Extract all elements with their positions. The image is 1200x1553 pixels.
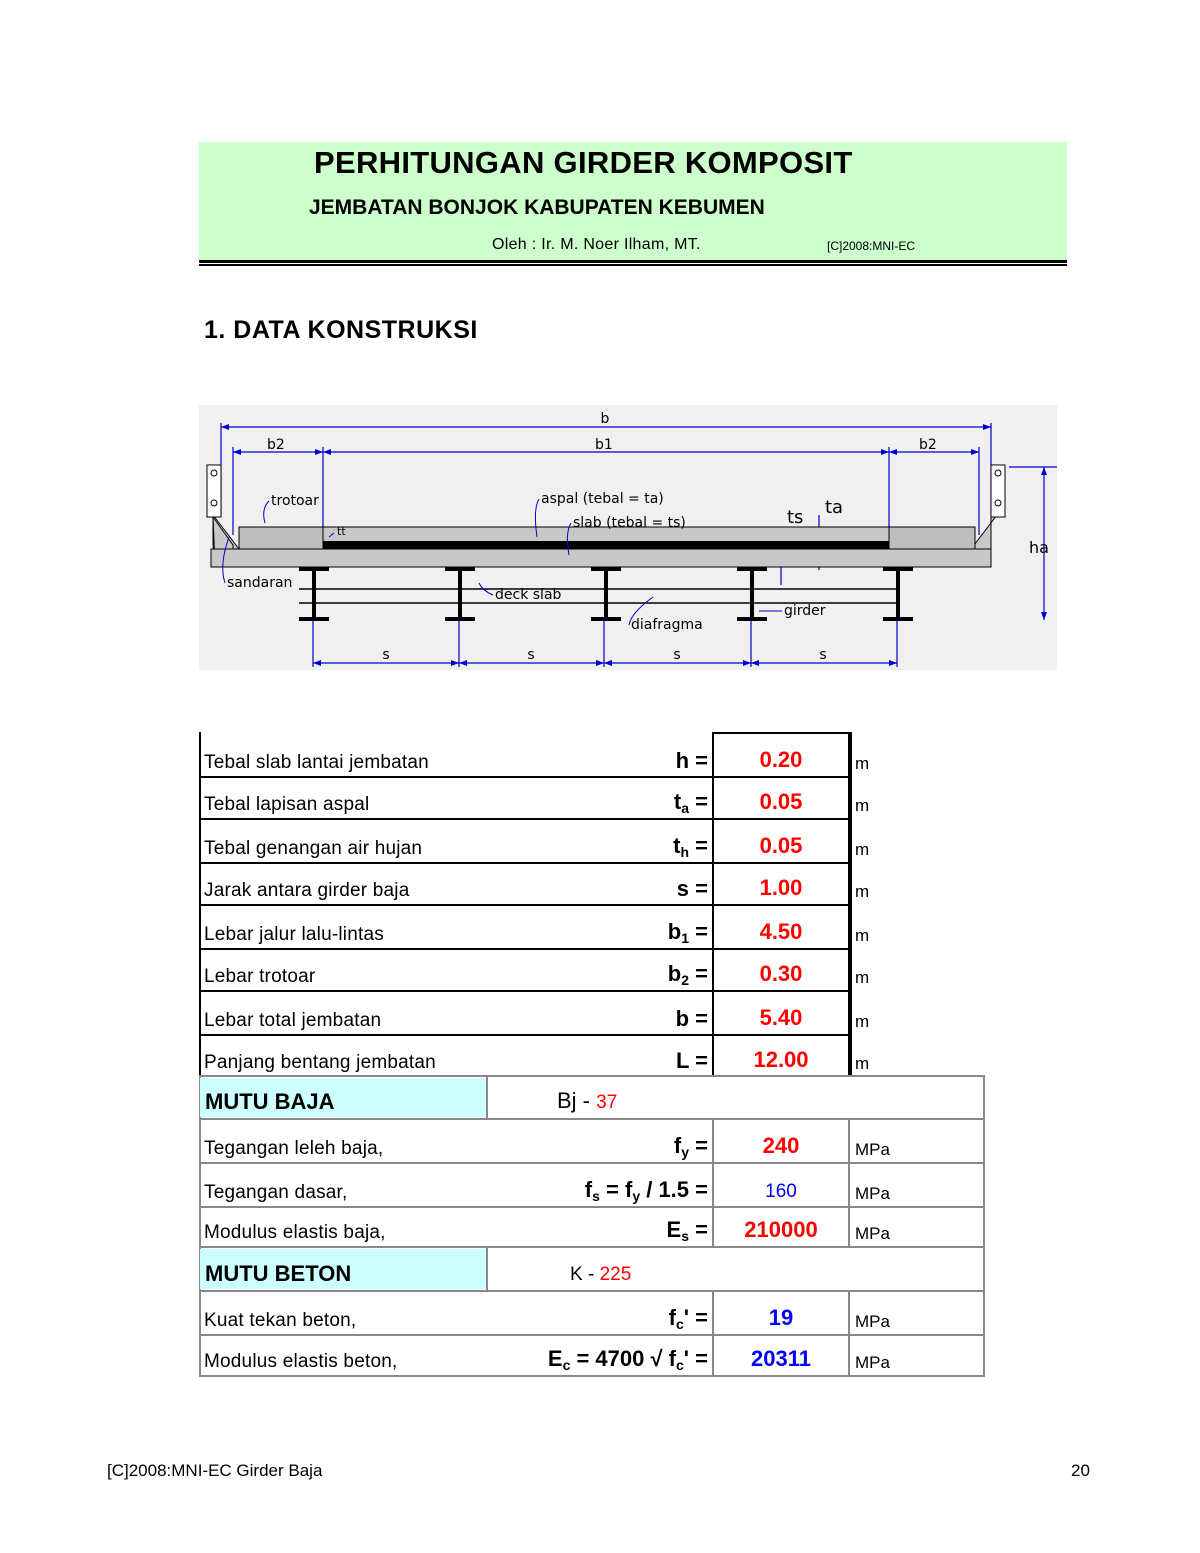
row-unit: m <box>855 1054 870 1073</box>
block-border <box>199 1375 985 1377</box>
row-unit: m <box>855 968 870 987</box>
row-symbol: $t_h$ = <box>673 833 708 860</box>
header-rule <box>199 264 1067 266</box>
row-value: 5.40 <box>759 1005 803 1030</box>
mutu-baja-title: MUTU BAJA <box>205 1089 335 1114</box>
row-label: Lebar jalur lalu-lintas <box>204 924 384 945</box>
doc-author: Oleh : Ir. M. Noer Ilham, MT. <box>492 236 701 253</box>
table-row <box>199 1336 983 1375</box>
row-symbol: $t_a$ = <box>673 789 708 816</box>
table-row <box>199 732 983 776</box>
row-unit: MPa <box>855 1312 890 1331</box>
table-row <box>199 992 983 1034</box>
table-row <box>199 1292 983 1334</box>
row-symbol: $b_1$ = <box>667 919 708 946</box>
row-label: Tebal genangan air hujan <box>204 838 423 859</box>
row-label: Lebar total jembatan <box>204 1010 382 1031</box>
row-value: 160 <box>765 1181 797 1202</box>
row-unit: m <box>855 882 870 901</box>
label-aspal: aspal (tebal = ta) <box>541 491 664 507</box>
label-b2-right: b2 <box>919 437 937 453</box>
row-unit: m <box>855 796 870 815</box>
table-row <box>199 1120 983 1162</box>
label-s: s <box>673 647 681 663</box>
row-value: 1.00 <box>759 875 803 900</box>
row-unit: m <box>855 840 870 859</box>
row-unit: MPa <box>855 1184 890 1203</box>
row-label: Panjang bentang jembatan <box>204 1052 436 1073</box>
mutu-baja-grade: Bj - 37 <box>557 1088 618 1113</box>
label-sandaran: sandaran <box>227 575 293 591</box>
label-deck-slab: deck slab <box>495 587 562 603</box>
row-label: Tegangan dasar, <box>204 1182 348 1203</box>
label-ta: ta <box>825 497 844 518</box>
page-number: 20 <box>1071 1461 1090 1480</box>
row-value: 0.05 <box>759 789 803 814</box>
row-symbol: $E_c = 4700$ √ $f_c'$ = <box>547 1346 708 1373</box>
row-label: Modulus elastis baja, <box>204 1222 386 1243</box>
row-value: 210000 <box>744 1217 818 1242</box>
row-label: Jarak antara girder baja <box>204 880 410 901</box>
row-symbol: $b_2$ = <box>667 961 708 988</box>
label-b: b <box>600 411 610 427</box>
table-row <box>199 864 983 904</box>
label-ha: ha <box>1029 538 1049 557</box>
table-row <box>199 1208 983 1246</box>
label-tt: tt <box>337 525 346 538</box>
label-ts: ts <box>787 507 804 528</box>
row-value: 0.05 <box>759 833 803 858</box>
row-symbol: $E_s$ = <box>666 1217 708 1244</box>
label-b1: b1 <box>595 437 613 453</box>
row-symbol: s = <box>676 876 708 901</box>
label-diafragma: diafragma <box>631 617 703 633</box>
doc-title: PERHITUNGAN GIRDER KOMPOSIT <box>314 145 853 180</box>
table-row <box>199 1164 983 1206</box>
row-label: Modulus elastis beton, <box>204 1351 398 1372</box>
doc-code: [C]2008:MNI-EC <box>827 239 916 253</box>
row-value: 0.20 <box>759 747 803 772</box>
row-value: 0.30 <box>759 961 803 986</box>
row-symbol: $f_s = f_y / 1.5$ = <box>584 1177 708 1204</box>
block-border <box>983 1075 985 1377</box>
label-b2-left: b2 <box>267 437 285 453</box>
doc-subtitle: JEMBATAN BONJOK KABUPATEN KEBUMEN <box>309 196 765 219</box>
row-value: 12.00 <box>753 1047 809 1072</box>
bridge-cross-section-diagram <box>199 405 1057 670</box>
row-unit: m <box>855 754 870 773</box>
row-symbol: b = <box>675 1006 708 1031</box>
mutu-beton-grade: K - 225 <box>570 1264 632 1285</box>
table-row <box>199 820 983 862</box>
row-symbol: L = <box>675 1048 708 1073</box>
row-unit: MPa <box>855 1353 890 1372</box>
row-symbol: h = <box>675 748 708 773</box>
label-s: s <box>819 647 827 663</box>
mutu-baja-header <box>199 1077 983 1118</box>
table-row <box>199 778 983 818</box>
mutu-beton-header <box>199 1248 983 1290</box>
label-s: s <box>527 647 535 663</box>
row-value: 19 <box>768 1305 794 1330</box>
table-row <box>199 1036 983 1076</box>
row-value: 240 <box>762 1133 800 1158</box>
row-symbol: $f_y$ = <box>673 1133 708 1160</box>
row-label: Tebal slab lantai jembatan <box>204 752 429 773</box>
row-unit: m <box>855 1012 870 1031</box>
footer-text: [C]2008:MNI-EC Girder Baja <box>107 1461 323 1480</box>
row-label: Lebar trotoar <box>204 966 316 987</box>
header-rule <box>199 260 1067 263</box>
row-value: 4.50 <box>759 919 803 944</box>
section-title: 1. DATA KONSTRUKSI <box>204 316 478 344</box>
row-unit: MPa <box>855 1140 890 1159</box>
row-value: 20311 <box>751 1346 811 1371</box>
row-symbol: $f_c'$ = <box>668 1305 708 1332</box>
row-label: Kuat tekan beton, <box>204 1310 357 1331</box>
label-s: s <box>382 647 390 663</box>
label-girder: girder <box>784 603 826 619</box>
label-slab: slab (tebal = ts) <box>573 515 686 531</box>
row-unit: m <box>855 926 870 945</box>
table-row <box>199 906 983 948</box>
mutu-beton-title: MUTU BETON <box>205 1261 352 1286</box>
row-label: Tegangan leleh baja, <box>204 1138 384 1159</box>
row-label: Tebal lapisan aspal <box>204 794 370 815</box>
label-trotoar: trotoar <box>271 493 319 509</box>
row-unit: MPa <box>855 1224 890 1243</box>
table-row <box>199 950 983 990</box>
